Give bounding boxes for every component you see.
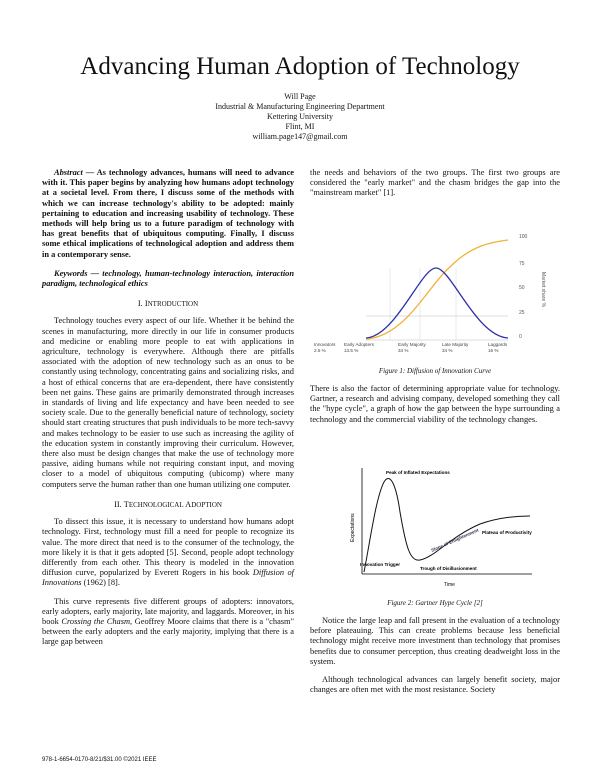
paper-title: Advancing Human Adoption of Technology [80,53,520,80]
tick-label: 50 [519,285,525,291]
paragraph-right-3: Notice the large leap and fall present in the evaluation of a technology before plateauing. This can create problems because less beneficial technology might receive more investment than technology that promises benefits due to consumer perception, thus creating deadweight loss in the system. [310,616,560,666]
figure-hype-cycle [340,462,540,592]
figure-1-caption: Figure 1: Diffusion of Innovation Curve [378,367,492,375]
footer-copyright: 978-1-6654-0170-8/21/$31.00 ©2021 IEEE [42,757,157,763]
author-block [150,92,450,142]
group-pct: 2.5 % [314,348,326,353]
right-column-lower [310,616,560,695]
group-name: Early Adopters [344,342,374,347]
y-axis-label: Expectations [350,513,356,542]
group-labels [314,342,508,353]
section-heading-introduction: I. INTRODUCTION [137,299,199,309]
group-name: Innovators [314,342,336,347]
paragraph-right-1: the needs and behaviors of the two groups. The first two groups are considered the "early market" and the chasm bridges the gap into the "mainstream market" [1]. [310,168,560,198]
tick-label: 25 [519,310,525,316]
paragraph-adoption-1: To dissect this issue, it is necessary to understand how humans adopt technology. First, technology must fill a need for people to recognize its value. The more direct that need is to the consumer of the technology, the more likely it is that it gets adopted [5]. Second, people adopt technology differently from each other. This theory is modeled in the innovation diffusion curve, popularized by Everett Rogers in his book Diffusion of Innovations (1962) [8]. [42,517,294,588]
group-name: Late Majority [442,342,469,347]
abstract: Abstract — As technology advances, humans will need to advance with it. This paper begins by analyzing how humans adopt technology at a societal level. From there, I discuss some of the methods with which we can increase technology's ability to be adopted: mainly pertaining to education and increasing usability of technology. These methods will help bring us to a future paradigm of technology with has great benefits that of ubiquitous computing. Finally, I discuss some ethical implications of technological adoption and address them in a contemporary sense. [42,168,295,259]
author-name: Will Page [284,92,316,101]
x-axis-label: Time [444,582,455,588]
author-dept: Industrial & Manufacturing Engineering Department [215,102,385,111]
section-heading-technological-adoption: II. TECHNOLOGICAL ADOPTION [114,499,222,509]
paragraph-right-2: There is also the factor of determining appropriate value for technology. Gartner, a research and advising company, developed something they call the "hype cycle", a graph of how the gap between the hype surrounding a technology and the commercial viability of the technology changes. [310,384,560,424]
keywords: Keywords — technology, human-technology interaction, interaction paradigm, technological ethics [42,268,295,289]
phase-trigger: Innovation Trigger [360,562,401,567]
phase-plateau: Plateau of Productivity [482,530,532,535]
group-pct: 34 % [442,348,453,353]
phase-trough: Trough of Disillusionment [420,566,477,571]
phase-slope: Slope of Enlightenment [430,527,480,553]
phase-peak: Peak of Inflated Expectations [386,470,450,475]
hype-curve [364,479,530,572]
tick-label: 75 [519,261,525,267]
group-pct: 13.5 % [344,348,359,353]
group-pct: 34 % [398,348,409,353]
right-axis-ticks [519,234,528,340]
figure-2-caption: Figure 2: Gartner Hype Cycle [2] [387,599,483,607]
paragraph-introduction: Technology touches every aspect of our life. Whether it be behind the scenes in manufacturing, more directly in our life in consumer products and medicine or enabling more people to eat with applications in agriculture, technology is everywhere. Although there are pitfalls associated with the adoption of new technology such as an onus to be constantly using technology, concentrating gains and socializing risks, and a host of ethical concerns that are era-dependent, there have consistently been net gains. These gains are primarily demonstrated through increases in standards of living and life expectancy and have been needed to see society scale. Due to the generally beneficial nature of technology, society should start creating structures that push individuals to be more tech-savvy and makes technology to be easier to use such as increasing the agility of the education system in constantly improving their curriculum. However, there also must be design changes that make the use of technology more passive, aiding humans while not requiring constant input, and moving closer to a model of ubiquitous computing (ubicomp) where many computers serve the human rather than one human utilizing one computer. [42,316,294,489]
author-email[interactable]: william.page147@gmail.com [252,132,348,141]
tick-label: 0 [519,334,522,340]
group-name: Laggards [488,342,508,347]
paragraph-right-4: Although technological advances can largely benefit society, major changes are often met with the most resistance. Society [310,675,560,695]
tick-label: 100 [519,234,528,240]
left-column [42,168,294,648]
s-curve [366,240,508,339]
author-city: Flint, MI [285,122,315,131]
group-name: Early Majority [398,342,426,347]
figure-diffusion-curve [314,228,560,356]
axis-label: Market share % [540,272,546,308]
paragraph-adoption-2: This curve represents five different groups of adopters: innovators, early adopters, early majority, late majority, and laggards. Moreover, in his book Crossing the Chasm, Geoffrey Moore claims that there is a "chasm" between the early adopters and the early majority, implying that there is a large gap between [42,596,294,647]
author-org: Kettering University [267,112,333,121]
group-pct: 16 % [488,348,499,353]
bell-curve [366,268,508,338]
